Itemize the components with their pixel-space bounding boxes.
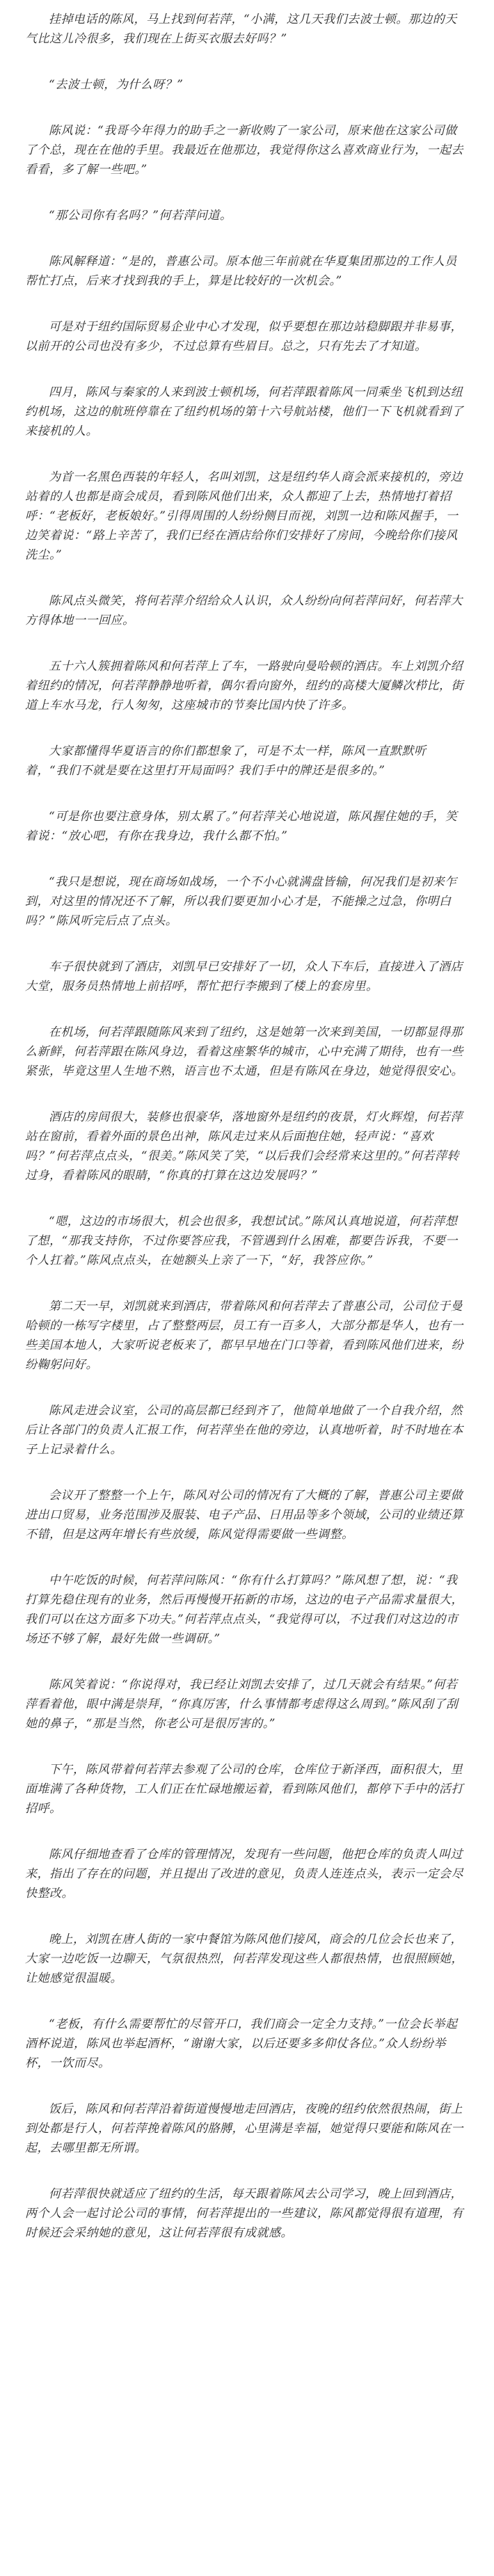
paragraph: 第二天一早，刘凯就来到酒店，带着陈风和何若萍去了普惠公司，公司位于曼哈顿的一栋写字楼里，占了整整两层，员工有一百多人，大部分都是华人，也有一些美国本地人，大家听说老板来了，都早早地在门口等着，看到陈风他们进来，纷纷鞠躬问好。: [25, 1299, 463, 1372]
paragraph: 挂掉电话的陈风，马上找到何若萍，“小满，这几天我们去波士顿。那边的天气比这儿冷很多，我们现在上街买衣服去好吗？”: [25, 13, 457, 46]
paragraph: 车子很快就到了酒店，刘凯早已安排好了一切，众人下车后，直接进入了酒店大堂，服务员热情地上前招呼，帮忙把行李搬到了楼上的套房里。: [25, 960, 463, 993]
paragraph: 五十六人簇拥着陈风和何若萍上了车，一路驶向曼哈顿的酒店。车上刘凯介绍着纽约的情况，何若萍静静地听着，偶尔看向窗外，纽约的高楼大厦鳞次栉比，街道上车水马龙，行人匆匆，这座城市的节奏比国内快了许多。: [25, 659, 463, 712]
paragraph: 陈风走进会议室，公司的高层都已经到齐了，他简单地做了一个自我介绍，然后让各部门的负责人汇报工作，何若萍坐在他的旁边，认真地听着，时不时地在本子上记录着什么。: [25, 1404, 463, 1457]
paragraph: 在机场，何若萍跟随陈风来到了纽约，这是她第一次来到美国，一切都显得那么新鲜，何若萍跟在陈风身边，看着这座繁华的城市，心中充满了期待，也有一些紧张，毕竟这里人生地不熟，语言也不太通，但是有陈风在身边，她觉得很安心。: [25, 1025, 463, 1078]
paragraph: “去波士顿，为什么呀？”: [49, 78, 184, 92]
paragraph: 饭后，陈风和何若萍沿着街道慢慢地走回酒店，夜晚的纽约依然很热闹，街上到处都是行人，何若萍挽着陈风的胳膊，心里满是幸福，她觉得只要能和陈风在一起，去哪里都无所谓。: [25, 2102, 463, 2155]
paragraph: 陈风解释道：“是的，普惠公司。原本他三年前就在华夏集团那边的工作人员帮忙打点，后来才找到我的手上，算是比较好的一次机会。”: [25, 255, 457, 288]
paragraph: 可是对于纽约国际贸易企业中心才发现，似乎要想在那边站稳脚跟并非易事，以前开的公司也没有多少，不过总算有些眉目。总之，只有先去了才知道。: [25, 320, 463, 353]
paragraph: 陈风笑着说：“你说得对，我已经让刘凯去安排了，过几天就会有结果。”何若萍看着他，眼中满是崇拜，“你真厉害，什么事情都考虑得这么周到。”陈风刮了刮她的鼻子，“那是当然，你老公可是很厉害的。”: [25, 1678, 459, 1731]
paragraph: 大家都懂得华夏语言的你们都想象了，可是不太一样，陈风一直默默听着，“我们不就是要在这里打开局面吗？我们手中的牌还是很多的。”: [25, 744, 427, 778]
paragraph: 会议开了整整一个上午，陈风对公司的情况有了大概的了解，普惠公司主要做进出口贸易，业务范围涉及服装、电子产品、日用品等多个领域，公司的业绩还算不错，但是这两年增长有些放缓，陈风觉得需要做一些调整。: [25, 1489, 463, 1542]
paragraph: 下午，陈风带着何若萍去参观了公司的仓库，仓库位于新泽西，面积很大，里面堆满了各种货物，工人们正在忙碌地搬运着，看到陈风他们，都停下手中的活打招呼。: [25, 1763, 463, 1816]
paragraph: 陈风说：“我哥今年得力的助手之一新收购了一家公司，原来他在这家公司做了个总，现在在他的手里。我最近在他那边，我觉得你这么喜欢商业行为，一起去看看，多了解一些吧。”: [25, 124, 463, 177]
paragraph: “那公司你有名吗？”何若萍问道。: [49, 209, 232, 223]
paragraph: 何若萍很快就适应了纽约的生活，每天跟着陈风去公司学习，晚上回到酒店，两个人会一起讨论公司的事情，何若萍提出的一些建议，陈风都觉得很有道理，有时候还会采纳她的意见，这让何若萍很有成就感。: [25, 2187, 463, 2240]
paragraph: 晚上，刘凯在唐人街的一家中餐馆为陈风他们接风，商会的几位会长也来了，大家一边吃饭一边聊天，气氛很热烈，何若萍发现这些人都很热情，也很照顾她，让她感觉很温暖。: [25, 1933, 463, 1985]
paragraph: 酒店的房间很大，装修也很豪华，落地窗外是纽约的夜景，灯火辉煌，何若萍站在窗前，看着外面的景色出神，陈风走过来从后面抱住她，轻声说：“喜欢吗？”何若萍点点头，“很美。”陈风笑了笑，“以后我们会经常来这里的。”何若萍转过身，看着陈风的眼睛，“你真的打算在这边发展吗？”: [25, 1110, 463, 1183]
paragraph: “嗯，这边的市场很大，机会也很多，我想试试。”陈风认真地说道，何若萍想了想，“那我支持你，不过你要答应我，不管遇到什么困难，都要告诉我，不要一个人扛着。”陈风点点头，在她额头上亲了一下，“好，我答应你。”: [25, 1215, 458, 1267]
paragraph: 四月，陈风与秦家的人来到波士顿机场，何若萍跟着陈风一同乘坐飞机到达纽约机场，这边的航班停靠在了纽约机场的第十六号航站楼，他们一下飞机就看到了来接机的人。: [25, 385, 463, 438]
paragraph: “可是你也要注意身体，别太累了。”何若萍关心地说道，陈风握住她的手，笑着说：“放心吧，有你在我身边，我什么都不怕。”: [25, 810, 458, 843]
paragraph: 陈风点头微笑，将何若萍介绍给众人认识，众人纷纷向何若萍问好，何若萍大方得体地一一回应。: [25, 594, 463, 627]
paragraph: 陈风仔细地查看了仓库的管理情况，发现有一些问题，他把仓库的负责人叫过来，指出了存在的问题，并且提出了改进的意见，负责人连连点头，表示一定会尽快整改。: [25, 1848, 463, 1901]
paragraph: 中午吃饭的时候，何若萍问陈风：“你有什么打算吗？”陈风想了想，说：“我打算先稳住现有的业务，然后再慢慢开拓新的市场，这边的电子产品需求量很大，我们可以在这方面多下功夫。”何若萍点点头，“我觉得可以，不过我们对这边的市场还不够了解，最好先做一些调研。”: [25, 1574, 463, 1646]
paragraph: “老板，有什么需要帮忙的尽管开口，我们商会一定全力支持。”一位会长举起酒杯说道，陈风也举起酒杯，“谢谢大家，以后还要多多仰仗各位。”众人纷纷举杯，一饮而尽。: [25, 2017, 458, 2070]
paragraph: 为首一名黑色西装的年轻人，名叫刘凯，这是纽约华人商会派来接机的，旁边站着的人也都是商会成员，看到陈风他们出来，众人都迎了上去，热情地打着招呼：“老板好，老板娘好。”引得周围的人纷纷侧目而视，刘凯一边和陈风握手，一边笑着说：“路上辛苦了，我们已经在酒店给你们安排好了房间，今晚给你们接风洗尘。”: [25, 470, 463, 562]
paragraph: “我只是想说，现在商场如战场，一个不小心就满盘皆输，何况我们是初来乍到，对这里的情况还不了解，所以我们要更加小心才是，不能操之过急，你明白吗？”陈风听完后点了点头。: [25, 875, 457, 928]
